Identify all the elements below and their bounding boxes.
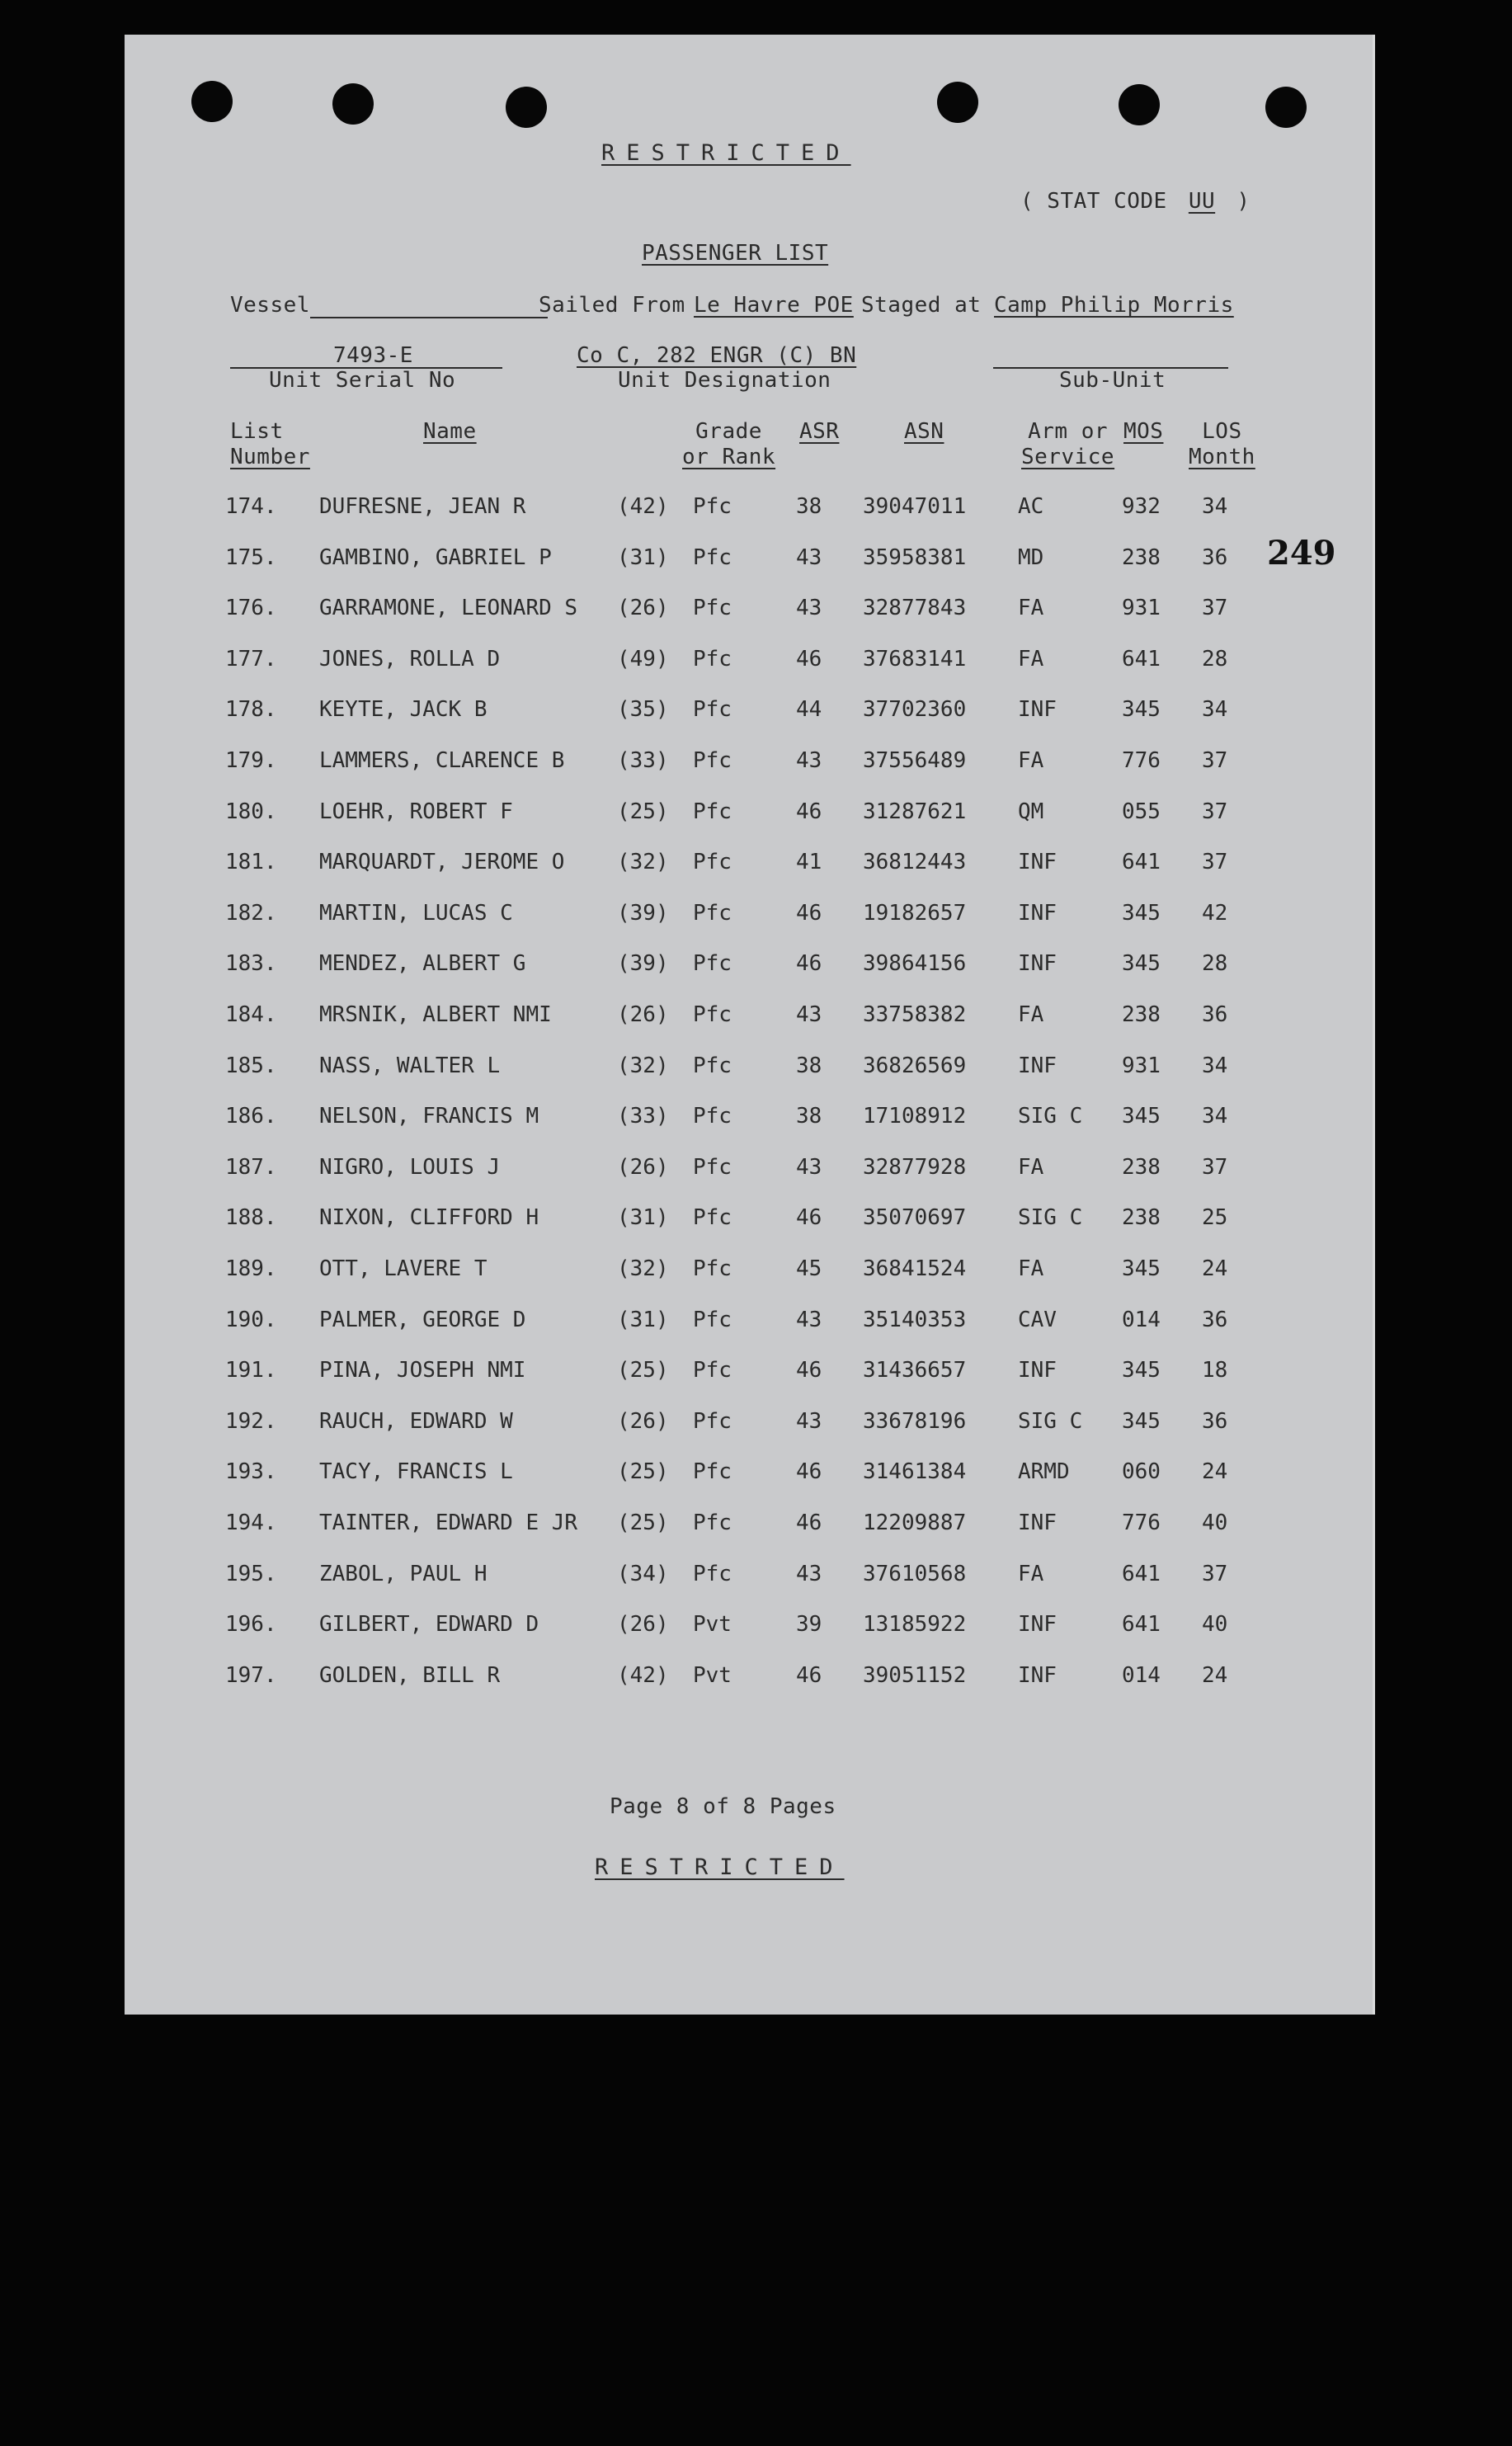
table-row xyxy=(125,1155,1373,1188)
age-cell: (35) xyxy=(617,697,669,723)
los-cell: 34 xyxy=(1202,1104,1228,1129)
age-cell: (34) xyxy=(617,1561,669,1586)
arm-service-cell: INF xyxy=(1018,1510,1057,1535)
age-cell: (25) xyxy=(617,1459,669,1485)
los-cell: 36 xyxy=(1202,1307,1228,1332)
name-cell: MARQUARDT, JEROME O xyxy=(319,850,565,875)
name-cell: KEYTE, JACK B xyxy=(319,697,488,723)
los-cell: 25 xyxy=(1202,1205,1228,1231)
col-arm-service: Arm or Service xyxy=(1021,419,1115,469)
asr-cell: 46 xyxy=(796,1205,822,1231)
mos-cell: 345 xyxy=(1122,1104,1161,1129)
mos-cell: 238 xyxy=(1122,544,1161,570)
list-number-cell: 186. xyxy=(225,1104,277,1129)
list-number-cell: 174. xyxy=(225,494,277,519)
los-cell: 18 xyxy=(1202,1358,1228,1383)
mos-cell: 238 xyxy=(1122,1154,1161,1180)
table-row xyxy=(125,1358,1373,1391)
asn-cell: 12209887 xyxy=(863,1510,967,1535)
los-cell: 34 xyxy=(1202,697,1228,723)
name-cell: GARRAMONE, LEONARD S xyxy=(319,596,578,621)
table-row xyxy=(125,1510,1373,1543)
classification-footer: RESTRICTED xyxy=(595,1855,845,1880)
mos-cell: 345 xyxy=(1122,900,1161,926)
table-row xyxy=(125,1409,1373,1442)
arm-service-cell: AC xyxy=(1018,494,1044,519)
list-number-cell: 196. xyxy=(225,1612,277,1638)
arm-service-cell: FA xyxy=(1018,1256,1044,1281)
list-number-cell: 190. xyxy=(225,1307,277,1332)
age-cell: (31) xyxy=(617,544,669,570)
los-cell: 28 xyxy=(1202,646,1228,672)
grade-cell: Pfc xyxy=(693,799,732,824)
list-number-cell: 185. xyxy=(225,1053,277,1078)
asr-cell: 46 xyxy=(796,1358,822,1383)
name-cell: OTT, LAVERE T xyxy=(319,1256,488,1281)
unit-serial-value: 7493-E xyxy=(333,343,413,368)
table-row xyxy=(125,1205,1373,1238)
mos-cell: 055 xyxy=(1122,799,1161,824)
los-cell: 37 xyxy=(1202,1561,1228,1586)
los-cell: 28 xyxy=(1202,951,1228,977)
arm-service-cell: INF xyxy=(1018,951,1057,977)
asr-cell: 43 xyxy=(796,1408,822,1434)
asn-cell: 39047011 xyxy=(863,494,967,519)
col-los: LOS Month xyxy=(1189,419,1255,469)
mos-cell: 345 xyxy=(1122,951,1161,977)
asn-cell: 37556489 xyxy=(863,748,967,773)
asn-cell: 13185922 xyxy=(863,1612,967,1638)
arm-service-cell: MD xyxy=(1018,544,1044,570)
mos-cell: 932 xyxy=(1122,494,1161,519)
asr-cell: 43 xyxy=(796,1561,822,1586)
vessel-label: Vessel xyxy=(230,293,310,318)
name-cell: LOEHR, ROBERT F xyxy=(319,799,513,824)
col-mos: MOS xyxy=(1123,419,1164,444)
arm-service-cell: FA xyxy=(1018,1561,1044,1586)
name-cell: PINA, JOSEPH NMI xyxy=(319,1358,526,1383)
asr-cell: 38 xyxy=(796,1053,822,1078)
unit-serial-label: Unit Serial No xyxy=(269,368,456,393)
grade-cell: Pfc xyxy=(693,544,732,570)
mos-cell: 060 xyxy=(1122,1459,1161,1485)
asn-cell: 36841524 xyxy=(863,1256,967,1281)
asn-cell: 36812443 xyxy=(863,850,967,875)
arm-service-cell: INF xyxy=(1018,1358,1057,1383)
mos-cell: 931 xyxy=(1122,596,1161,621)
list-number-cell: 191. xyxy=(225,1358,277,1383)
col-grade: Grade or Rank xyxy=(682,419,776,469)
asr-cell: 46 xyxy=(796,799,822,824)
vessel-blank-line xyxy=(310,317,548,318)
asr-cell: 45 xyxy=(796,1256,822,1281)
arm-service-cell: INF xyxy=(1018,697,1057,723)
los-cell: 37 xyxy=(1202,850,1228,875)
name-cell: GAMBINO, GABRIEL P xyxy=(319,544,552,570)
table-row xyxy=(125,901,1373,934)
asr-cell: 38 xyxy=(796,1104,822,1129)
list-number-cell: 197. xyxy=(225,1662,277,1688)
name-cell: JONES, ROLLA D xyxy=(319,646,501,672)
mos-cell: 931 xyxy=(1122,1053,1161,1078)
grade-cell: Pvt xyxy=(693,1612,732,1638)
mos-cell: 014 xyxy=(1122,1662,1161,1688)
age-cell: (26) xyxy=(617,1002,669,1027)
asn-cell: 33758382 xyxy=(863,1002,967,1027)
age-cell: (25) xyxy=(617,1358,669,1383)
asr-cell: 46 xyxy=(796,1510,822,1535)
arm-service-cell: INF xyxy=(1018,900,1057,926)
mos-cell: 014 xyxy=(1122,1307,1161,1332)
sailed-from-label: Sailed From xyxy=(539,293,685,318)
asr-cell: 46 xyxy=(796,646,822,672)
los-cell: 40 xyxy=(1202,1510,1228,1535)
list-number-cell: 183. xyxy=(225,951,277,977)
asn-cell: 31436657 xyxy=(863,1358,967,1383)
table-row xyxy=(125,1256,1373,1289)
document-page xyxy=(125,35,1375,2015)
list-number-cell: 189. xyxy=(225,1256,277,1281)
list-number-cell: 175. xyxy=(225,544,277,570)
asn-cell: 37683141 xyxy=(863,646,967,672)
los-cell: 40 xyxy=(1202,1612,1228,1638)
grade-cell: Pfc xyxy=(693,494,732,519)
asr-cell: 43 xyxy=(796,1154,822,1180)
arm-service-cell: QM xyxy=(1018,799,1044,824)
los-cell: 37 xyxy=(1202,596,1228,621)
mos-cell: 641 xyxy=(1122,1561,1161,1586)
list-number-cell: 182. xyxy=(225,900,277,926)
table-row xyxy=(125,951,1373,984)
mos-cell: 238 xyxy=(1122,1205,1161,1231)
mos-cell: 345 xyxy=(1122,1408,1161,1434)
asr-cell: 38 xyxy=(796,494,822,519)
mos-cell: 641 xyxy=(1122,1612,1161,1638)
asr-cell: 39 xyxy=(796,1612,822,1638)
age-cell: (26) xyxy=(617,1408,669,1434)
arm-service-cell: SIG C xyxy=(1018,1104,1083,1129)
asn-cell: 37610568 xyxy=(863,1561,967,1586)
list-number-cell: 178. xyxy=(225,697,277,723)
sailed-from-value: Le Havre POE xyxy=(694,293,854,318)
asn-cell: 31287621 xyxy=(863,799,967,824)
table-row xyxy=(125,1002,1373,1035)
asr-cell: 46 xyxy=(796,900,822,926)
grade-cell: Pfc xyxy=(693,1307,732,1332)
grade-cell: Pfc xyxy=(693,1104,732,1129)
list-number-cell: 180. xyxy=(225,799,277,824)
age-cell: (26) xyxy=(617,1612,669,1638)
name-cell: RAUCH, EDWARD W xyxy=(319,1408,513,1434)
page-title: PASSENGER LIST xyxy=(642,241,829,266)
asr-cell: 41 xyxy=(796,850,822,875)
age-cell: (42) xyxy=(617,494,669,519)
grade-cell: Pfc xyxy=(693,596,732,621)
staged-at-value: Camp Philip Morris xyxy=(994,293,1234,318)
asn-cell: 35140353 xyxy=(863,1307,967,1332)
grade-cell: Pfc xyxy=(693,1002,732,1027)
los-cell: 36 xyxy=(1202,1002,1228,1027)
arm-service-cell: INF xyxy=(1018,1053,1057,1078)
col-asn: ASN xyxy=(904,419,944,444)
los-cell: 36 xyxy=(1202,1408,1228,1434)
asn-cell: 32877843 xyxy=(863,596,967,621)
mos-cell: 345 xyxy=(1122,1358,1161,1383)
table-row xyxy=(125,1104,1373,1137)
punch-hole xyxy=(1265,87,1307,128)
name-cell: TAINTER, EDWARD E JR xyxy=(319,1510,578,1535)
asr-cell: 43 xyxy=(796,1307,822,1332)
stat-code-value: UU xyxy=(1188,189,1216,214)
name-cell: NIGRO, LOUIS J xyxy=(319,1154,501,1180)
arm-service-cell: ARMD xyxy=(1018,1459,1070,1485)
asr-cell: 46 xyxy=(796,1459,822,1485)
table-row xyxy=(125,545,1373,578)
los-cell: 34 xyxy=(1202,1053,1228,1078)
list-number-cell: 194. xyxy=(225,1510,277,1535)
name-cell: LAMMERS, CLARENCE B xyxy=(319,748,565,773)
mos-cell: 641 xyxy=(1122,646,1161,672)
arm-service-cell: FA xyxy=(1018,646,1044,672)
list-number-cell: 193. xyxy=(225,1459,277,1485)
grade-cell: Pfc xyxy=(693,1408,732,1434)
asn-cell: 31461384 xyxy=(863,1459,967,1485)
asr-cell: 43 xyxy=(796,1002,822,1027)
asn-cell: 35958381 xyxy=(863,544,967,570)
table-row xyxy=(125,748,1373,781)
list-number-cell: 179. xyxy=(225,748,277,773)
table-row xyxy=(125,850,1373,883)
grade-cell: Pfc xyxy=(693,748,732,773)
list-number-cell: 195. xyxy=(225,1561,277,1586)
unit-designation-value: Co C, 282 ENGR (C) BN xyxy=(577,343,857,368)
age-cell: (32) xyxy=(617,850,669,875)
asn-cell: 17108912 xyxy=(863,1104,967,1129)
age-cell: (49) xyxy=(617,646,669,672)
age-cell: (25) xyxy=(617,799,669,824)
table-row xyxy=(125,1562,1373,1595)
stat-code-label: ( STAT CODE xyxy=(1020,189,1167,214)
grade-cell: Pfc xyxy=(693,697,732,723)
asr-cell: 43 xyxy=(796,544,822,570)
age-cell: (39) xyxy=(617,900,669,926)
name-cell: MARTIN, LUCAS C xyxy=(319,900,513,926)
unit-designation-label: Unit Designation xyxy=(618,368,831,393)
page-count: Page 8 of 8 Pages xyxy=(610,1794,836,1819)
asn-cell: 39864156 xyxy=(863,951,967,977)
arm-service-cell: INF xyxy=(1018,850,1057,875)
age-cell: (26) xyxy=(617,1154,669,1180)
table-row xyxy=(125,596,1373,629)
table-row xyxy=(125,647,1373,680)
asr-cell: 43 xyxy=(796,596,822,621)
list-number-cell: 177. xyxy=(225,646,277,672)
punch-hole xyxy=(1119,84,1160,125)
name-cell: ZABOL, PAUL H xyxy=(319,1561,488,1586)
asn-cell: 36826569 xyxy=(863,1053,967,1078)
arm-service-cell: INF xyxy=(1018,1662,1057,1688)
col-name: Name xyxy=(423,419,477,444)
arm-service-cell: FA xyxy=(1018,1154,1044,1180)
punch-hole xyxy=(191,81,233,122)
grade-cell: Pfc xyxy=(693,1053,732,1078)
age-cell: (26) xyxy=(617,596,669,621)
asr-cell: 46 xyxy=(796,951,822,977)
arm-service-cell: CAV xyxy=(1018,1307,1057,1332)
asr-cell: 44 xyxy=(796,697,822,723)
sub-unit-label: Sub-Unit xyxy=(1059,368,1166,393)
los-cell: 24 xyxy=(1202,1256,1228,1281)
name-cell: TACY, FRANCIS L xyxy=(319,1459,513,1485)
asn-cell: 37702360 xyxy=(863,697,967,723)
grade-cell: Pfc xyxy=(693,1205,732,1231)
grade-cell: Pvt xyxy=(693,1662,732,1688)
age-cell: (42) xyxy=(617,1662,669,1688)
table-row xyxy=(125,1308,1373,1341)
arm-service-cell: SIG C xyxy=(1018,1408,1083,1434)
los-cell: 37 xyxy=(1202,748,1228,773)
asn-cell: 39051152 xyxy=(863,1662,967,1688)
stat-code-close: ) xyxy=(1236,189,1251,214)
list-number-cell: 188. xyxy=(225,1205,277,1231)
los-cell: 36 xyxy=(1202,544,1228,570)
mos-cell: 776 xyxy=(1122,1510,1161,1535)
table-row xyxy=(125,799,1373,832)
name-cell: NIXON, CLIFFORD H xyxy=(319,1205,539,1231)
table-row xyxy=(125,1612,1373,1645)
los-cell: 37 xyxy=(1202,1154,1228,1180)
los-cell: 24 xyxy=(1202,1459,1228,1485)
name-cell: NASS, WALTER L xyxy=(319,1053,501,1078)
mos-cell: 345 xyxy=(1122,1256,1161,1281)
age-cell: (39) xyxy=(617,951,669,977)
list-number-cell: 184. xyxy=(225,1002,277,1027)
staged-at-label: Staged at xyxy=(861,293,982,318)
grade-cell: Pfc xyxy=(693,1459,732,1485)
table-row xyxy=(125,1663,1373,1696)
arm-service-cell: FA xyxy=(1018,748,1044,773)
age-cell: (32) xyxy=(617,1053,669,1078)
grade-cell: Pfc xyxy=(693,850,732,875)
mos-cell: 345 xyxy=(1122,697,1161,723)
mos-cell: 776 xyxy=(1122,748,1161,773)
los-cell: 34 xyxy=(1202,494,1228,519)
punch-hole xyxy=(332,83,374,125)
table-row xyxy=(125,494,1373,527)
arm-service-cell: INF xyxy=(1018,1612,1057,1638)
grade-cell: Pfc xyxy=(693,1358,732,1383)
name-cell: MRSNIK, ALBERT NMI xyxy=(319,1002,552,1027)
page-number-stamp: 249 xyxy=(1267,534,1336,573)
asn-cell: 35070697 xyxy=(863,1205,967,1231)
age-cell: (31) xyxy=(617,1307,669,1332)
age-cell: (32) xyxy=(617,1256,669,1281)
age-cell: (25) xyxy=(617,1510,669,1535)
list-number-cell: 181. xyxy=(225,850,277,875)
grade-cell: Pfc xyxy=(693,1561,732,1586)
name-cell: NELSON, FRANCIS M xyxy=(319,1104,539,1129)
mos-cell: 238 xyxy=(1122,1002,1161,1027)
los-cell: 24 xyxy=(1202,1662,1228,1688)
asr-cell: 46 xyxy=(796,1662,822,1688)
col-list-number: List Number xyxy=(230,419,310,469)
los-cell: 37 xyxy=(1202,799,1228,824)
asn-cell: 33678196 xyxy=(863,1408,967,1434)
grade-cell: Pfc xyxy=(693,1510,732,1535)
grade-cell: Pfc xyxy=(693,900,732,926)
asn-cell: 19182657 xyxy=(863,900,967,926)
name-cell: GOLDEN, BILL R xyxy=(319,1662,501,1688)
punch-hole xyxy=(506,87,547,128)
age-cell: (33) xyxy=(617,1104,669,1129)
name-cell: PALMER, GEORGE D xyxy=(319,1307,526,1332)
age-cell: (31) xyxy=(617,1205,669,1231)
arm-service-cell: FA xyxy=(1018,596,1044,621)
grade-cell: Pfc xyxy=(693,1256,732,1281)
punch-hole xyxy=(937,82,978,123)
arm-service-cell: FA xyxy=(1018,1002,1044,1027)
asn-cell: 32877928 xyxy=(863,1154,967,1180)
arm-service-cell: SIG C xyxy=(1018,1205,1083,1231)
col-asr: ASR xyxy=(799,419,840,444)
stat-code xyxy=(1020,189,1250,214)
name-cell: GILBERT, EDWARD D xyxy=(319,1612,539,1638)
grade-cell: Pfc xyxy=(693,646,732,672)
grade-cell: Pfc xyxy=(693,951,732,977)
los-cell: 42 xyxy=(1202,900,1228,926)
table-row xyxy=(125,1053,1373,1086)
classification-header: RESTRICTED xyxy=(601,140,851,166)
mos-cell: 641 xyxy=(1122,850,1161,875)
table-row xyxy=(125,1459,1373,1492)
grade-cell: Pfc xyxy=(693,1154,732,1180)
asr-cell: 43 xyxy=(796,748,822,773)
list-number-cell: 192. xyxy=(225,1408,277,1434)
table-row xyxy=(125,697,1373,730)
name-cell: DUFRESNE, JEAN R xyxy=(319,494,526,519)
list-number-cell: 187. xyxy=(225,1154,277,1180)
age-cell: (33) xyxy=(617,748,669,773)
list-number-cell: 176. xyxy=(225,596,277,621)
name-cell: MENDEZ, ALBERT G xyxy=(319,951,526,977)
